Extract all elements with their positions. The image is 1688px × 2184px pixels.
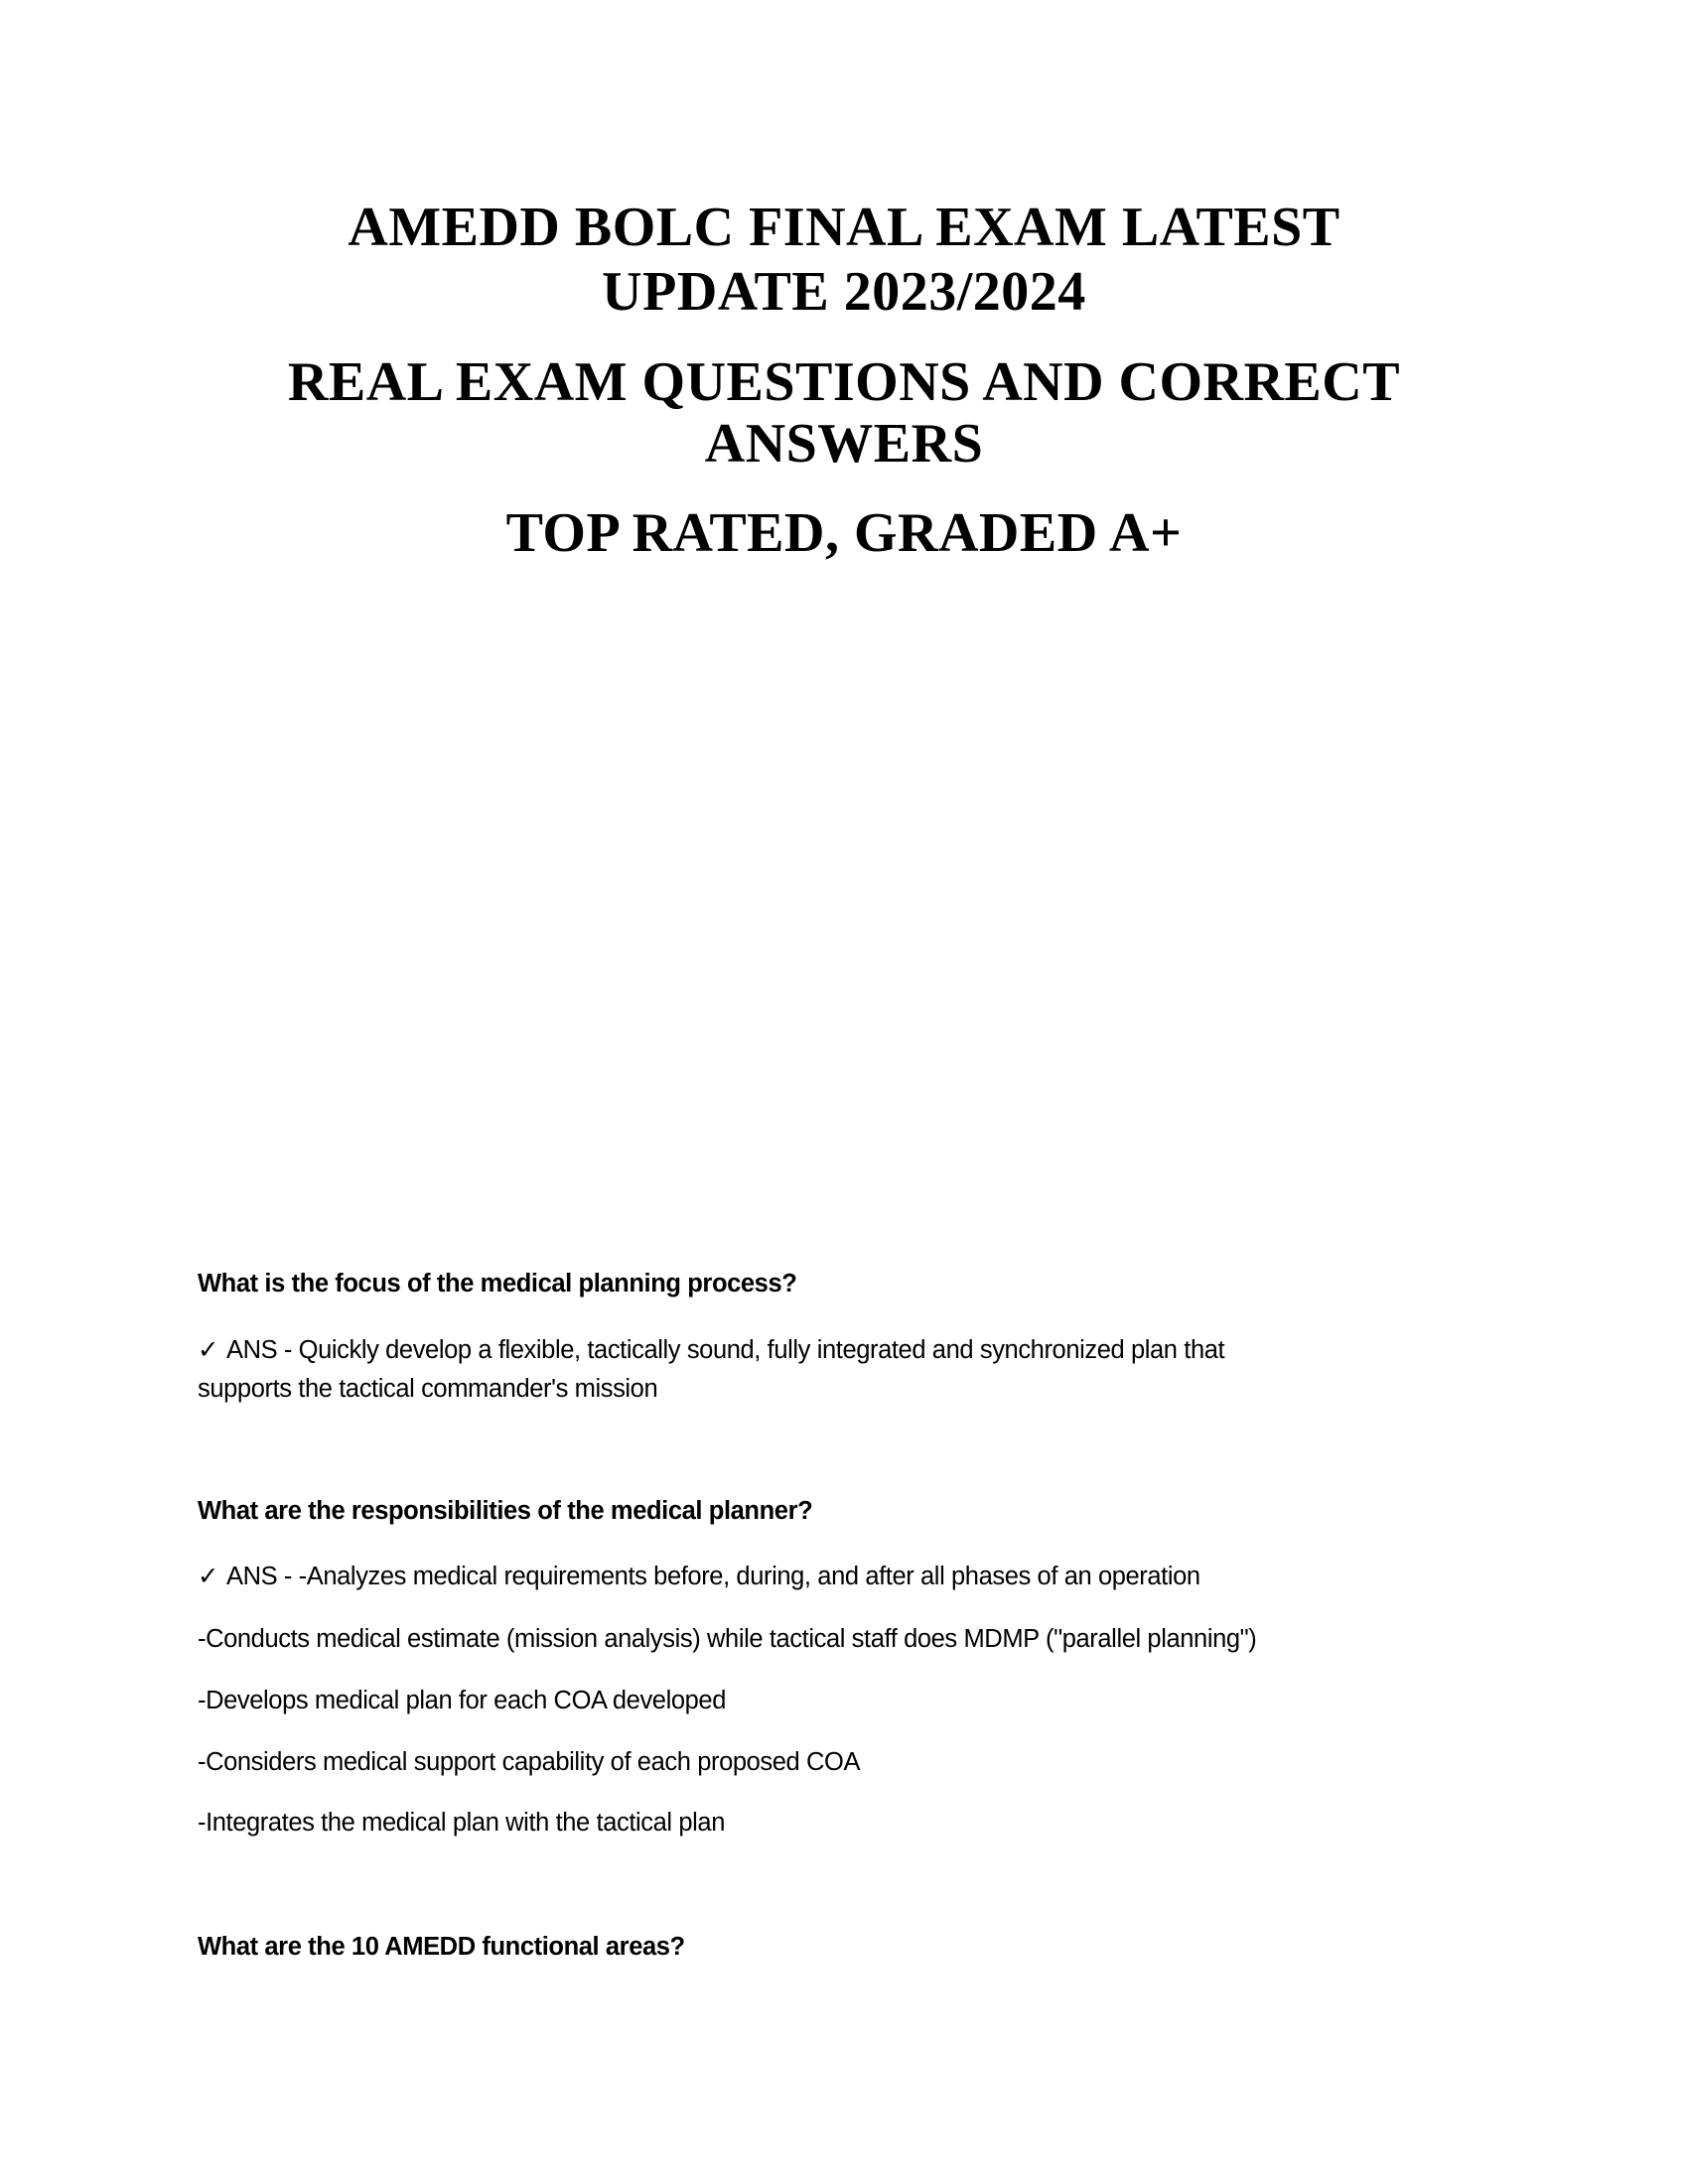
answer-line [198,1559,1200,1594]
title-line: AMEDD BOLC FINAL EXAM LATEST [348,197,1340,258]
check-icon: ✓ [198,1563,218,1590]
title-line: UPDATE 2023/2024 [602,261,1086,323]
answer-line: supports the tactical commander's mission [198,1375,658,1403]
answer-text: ANS - Quickly develop a flexible, tactically sound, fully integrated and synchronized plan that [225,1336,1225,1364]
title-line: ANSWERS [704,413,984,475]
question: What are the responsibilities of the medical planner? [198,1497,813,1525]
title-line: TOP RATED, GRADED A+ [505,502,1183,564]
answer-line [198,1332,1224,1368]
answer-line: -Considers medical support capability of each proposed COA [198,1748,861,1776]
answer-line: -Conducts medical estimate (mission analysis) while tactical staff does MDMP ("parallel planning") [198,1625,1257,1653]
answer-line: -Integrates the medical plan with the tactical plan [198,1809,725,1837]
check-icon: ✓ [198,1336,218,1364]
answer-text: ANS - -Analyzes medical requirements before, during, and after all phases of an operation [225,1563,1200,1590]
answer-line: -Develops medical plan for each COA developed [198,1687,726,1714]
title-line: REAL EXAM QUESTIONS AND CORRECT [287,351,1401,413]
question: What are the 10 AMEDD functional areas? [198,1933,685,1961]
question: What is the focus of the medical planning process? [198,1270,797,1297]
